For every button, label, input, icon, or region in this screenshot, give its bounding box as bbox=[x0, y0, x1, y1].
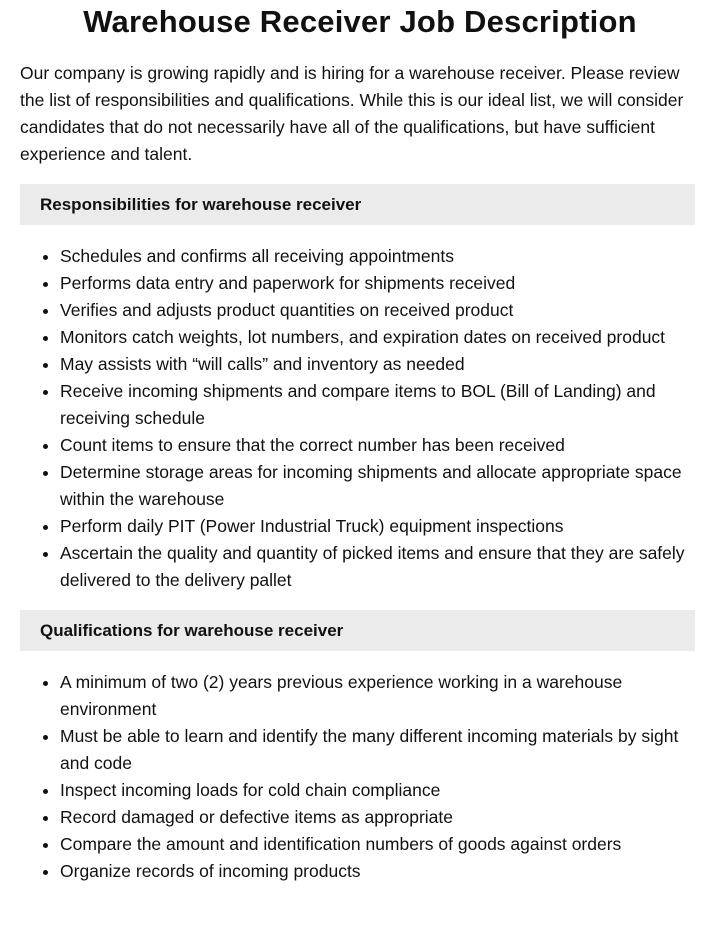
list-item: • Monitors catch weights, lot numbers, and expiration dates on received product bbox=[60, 324, 700, 351]
responsibilities-heading: Responsibilities for warehouse receiver bbox=[20, 184, 695, 225]
list-item: • Organize records of incoming products bbox=[60, 858, 700, 885]
list-item: • Compare the amount and identification numbers of goods against orders bbox=[60, 831, 700, 858]
list-item: • Inspect incoming loads for cold chain compliance bbox=[60, 777, 700, 804]
list-item: • Must be able to learn and identify the many different incoming materials by sight and code bbox=[60, 723, 700, 777]
list-item: • Schedules and confirms all receiving appointments bbox=[60, 243, 700, 270]
list-item: • A minimum of two (2) years previous experience working in a warehouse environment bbox=[60, 669, 700, 723]
list-item: • Count items to ensure that the correct number has been received bbox=[60, 432, 700, 459]
list-item: • Perform daily PIT (Power Industrial Truck) equipment inspections bbox=[60, 513, 700, 540]
qualifications-heading: Qualifications for warehouse receiver bbox=[20, 610, 695, 651]
list-item: • Performs data entry and paperwork for shipments received bbox=[60, 270, 700, 297]
page-title: Warehouse Receiver Job Description bbox=[83, 4, 637, 39]
qualifications-list bbox=[20, 669, 700, 885]
list-item: • Receive incoming shipments and compare items to BOL (Bill of Landing) and receiving schedule bbox=[60, 378, 700, 432]
list-item: • Determine storage areas for incoming shipments and allocate appropriate space within the warehouse bbox=[60, 459, 700, 513]
list-item: • Record damaged or defective items as appropriate bbox=[60, 804, 700, 831]
list-item: • Ascertain the quality and quantity of picked items and ensure that they are safely delivered to the delivery pallet bbox=[60, 540, 700, 594]
responsibilities-list bbox=[20, 243, 700, 594]
intro-text: Our company is growing rapidly and is hiring for a warehouse receiver. Please review the list of responsibilities and qualifications. While this is our ideal list, we will consider candidates that do not necessarily have all of the qualifications, but have sufficient experience and talent. bbox=[20, 63, 684, 164]
list-item: • Verifies and adjusts product quantities on received product bbox=[60, 297, 700, 324]
list-item: • May assists with “will calls” and inventory as needed bbox=[60, 351, 700, 378]
